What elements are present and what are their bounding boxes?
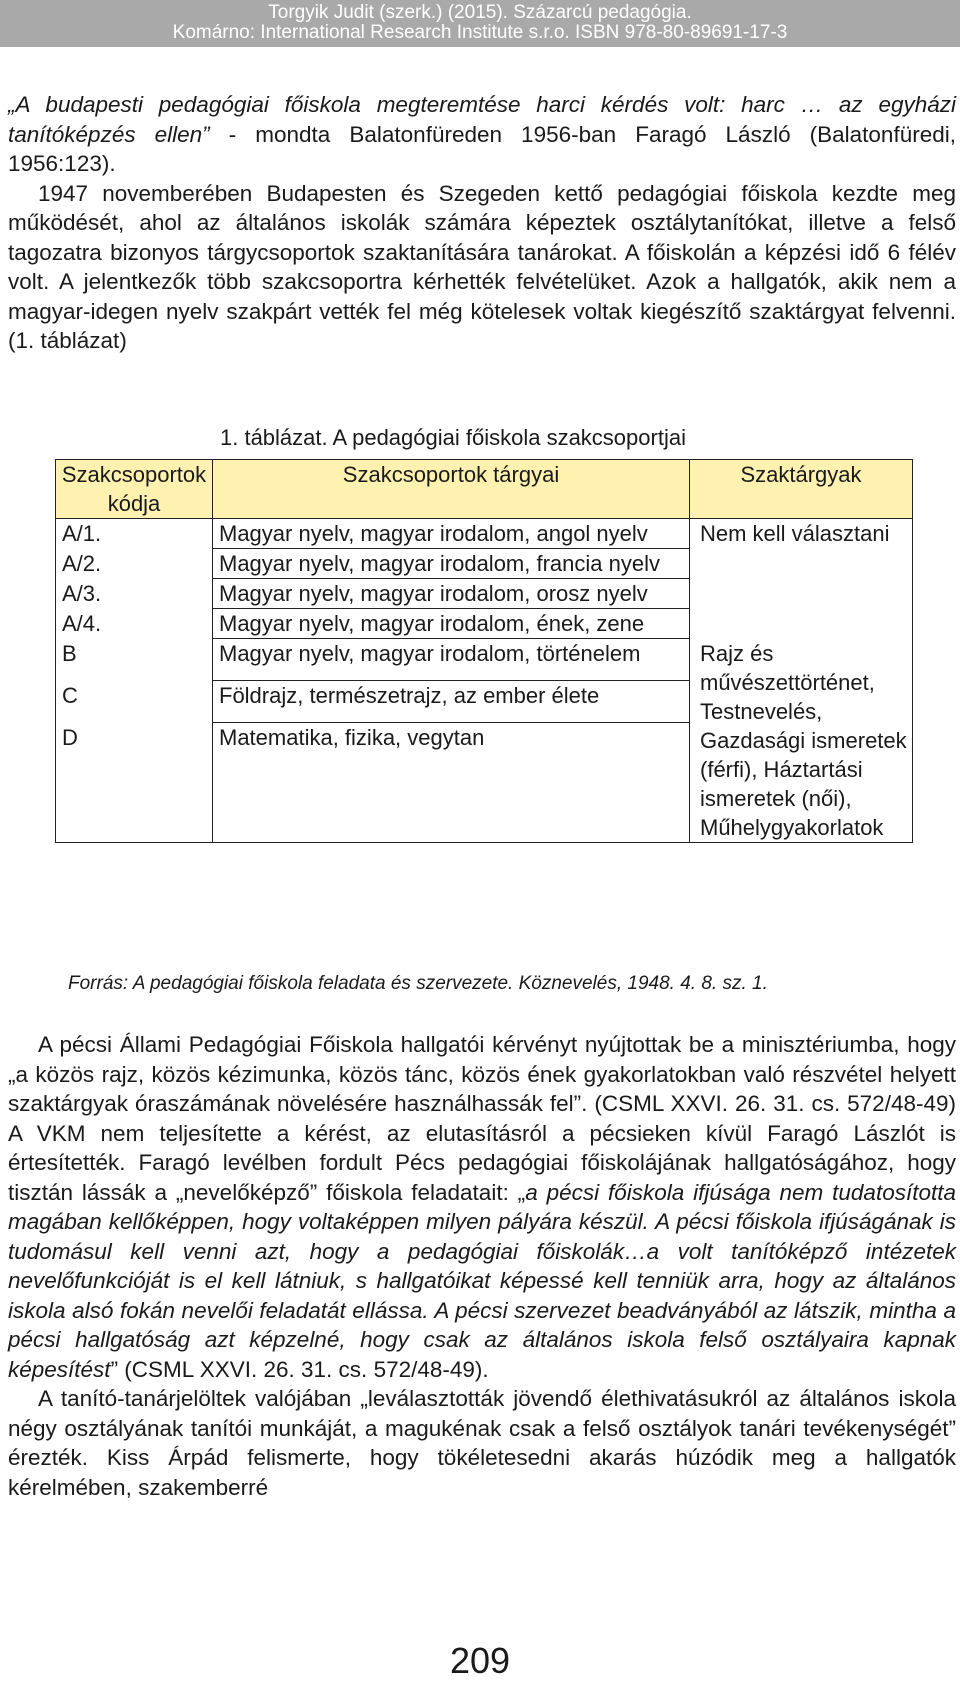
paragraph-1947: 1947 novemberében Budapesten és Szegeden kettő pedagógiai főiskola kezdte meg működését, ahol az általános iskolák számára képeztek osztálytanítókat, illetve a felső tagozatra bizonyos tárgycsoportok szaktanítására tanárokat. A főiskolán a képzési idő 6 félév volt. A jelentkezők több szakcsoportra kérhették felvételüket. Azok a hallgatók, akik nem a magyar-idegen nyelv szakpárt vették fel még kötelesek voltak kiegészítő szaktárgyat felvenni. (1. táblázat) — [8, 180, 956, 353]
elective-list-cell: Rajz és művészettörténet, Testnevelés, Gazdasági ismeretek (férfi), Háztartási ismeretek (női), Műhelygyakorlatok — [690, 639, 913, 843]
row-subjects: Magyar nyelv, magyar irodalom, történelem — [213, 639, 690, 681]
pecs-italic-quote: a pécsi főiskola ifjúsága nem tudatosította magában kellőképpen, hogy voltaképpen milyen pályára készül. A pécsi főiskola ifjúságának is tudomásul kell venni azt, hogy a pedagógiai főiskolák…a volt tanítóképző intézetek nevelőfunkcióját is el kell látniuk, s hallgatóikat képessé kell tenniük arra, hogy az általános iskola alsó fokán nevelői feladatát ellássa. A pécsi szervezet beadványából az látszik, mintha a pécsi hallgatóság azt képzelné, hogy csak az általános iskola felső osztályaira kapnak képesítést — [8, 1179, 956, 1382]
row-subjects: Földrajz, természetrajz, az ember élete — [213, 681, 690, 723]
row-code: C — [56, 681, 213, 723]
elective-none-cell: Nem kell választani — [690, 519, 913, 639]
row-code: B — [56, 639, 213, 681]
row-code: A/3. — [56, 579, 213, 609]
row-code: D — [56, 723, 213, 843]
intro-text — [8, 90, 956, 356]
table-row — [56, 639, 913, 681]
header-subjects: Szakcsoportok tárgyai — [213, 460, 690, 519]
pecs-text-1: A pécsi Állami Pedagógiai Főiskola hallgatói kérvényt nyújtottak be a minisztériumba, hogy „a közös rajz, közös kézimunka, közös tánc, közös ének gyakorlatokban való részvétel helyett szaktárgyak óraszámának növelésére használhassák fel”. (CSML XXVI. 26. 31. cs. 572/48-49) A VKM nem teljesítette a kérést, az elutasításról a pécsieken kívül Faragó Lászlót is értesítették. Faragó levélben fordult Pécs pedagógiai főiskolájának hallgatóságához, hogy tisztán lássák a „nevelőképző” főiskola feladatait: „ — [8, 1032, 956, 1205]
row-code: A/2. — [56, 549, 213, 579]
row-code: A/1. — [56, 519, 213, 549]
quote-italic: „A budapesti pedagógiai főiskola megteremtése harci kérdés volt: harc … az egyházi tanítóképzés ellen” — [8, 92, 956, 147]
citation-line-1: Torgyik Judit (szerk.) (2015). Százarcú pedagógia. — [268, 2, 692, 23]
row-subjects: Magyar nyelv, magyar irodalom, francia nyelv — [213, 549, 690, 579]
header-code: Szakcsoportok kódja — [56, 460, 213, 519]
paragraph-candidates: A tanító-tanárjelöltek valójában „leválasztották jövendő élethivatásukról az általános iskola négy osztályának tanítói munkáját, a magukénak csak a felső osztályok tanári tevékenységét” érezték. Kiss Árpád felismerte, hogy tökéletesedni akarás húzódik meg a hallgatók kérelmében, szakemberré — [8, 1386, 956, 1500]
table-header-row — [56, 460, 913, 519]
subject-groups-table — [55, 459, 913, 843]
table-row — [56, 519, 913, 549]
pecs-text-2: ” (CSML XXVI. 26. 31. cs. 572/48-49). — [110, 1356, 489, 1382]
table-source: Forrás: A pedagógiai főiskola feladata és szervezete. Köznevelés, 1948. 4. 8. sz. 1. — [68, 973, 768, 994]
row-code: A/4. — [56, 609, 213, 639]
citation-line-2: Komárno: International Research Institute s.r.o. ISBN 978-80-89691-17-3 — [172, 22, 788, 43]
page-header — [0, 0, 960, 47]
quote-paragraph — [8, 90, 956, 179]
page-number: 209 — [449, 1640, 511, 1681]
row-subjects: Magyar nyelv, magyar irodalom, angol nyelv — [213, 519, 690, 549]
row-subjects: Magyar nyelv, magyar irodalom, orosz nyelv — [213, 579, 690, 609]
quote-attribution: - mondta Balatonfüreden 1956-ban Faragó László (Balatonfüredi, 1956:123). — [8, 121, 956, 176]
header-electives: Szaktárgyak — [690, 460, 913, 519]
main-text — [8, 1030, 956, 1502]
paragraph-pecs — [8, 1030, 956, 1384]
row-subjects: Matematika, fizika, vegytan — [213, 723, 690, 843]
row-subjects: Magyar nyelv, magyar irodalom, ének, zene — [213, 609, 690, 639]
table-caption: 1. táblázat. A pedagógiai főiskola szakcsoportjai — [220, 425, 686, 450]
